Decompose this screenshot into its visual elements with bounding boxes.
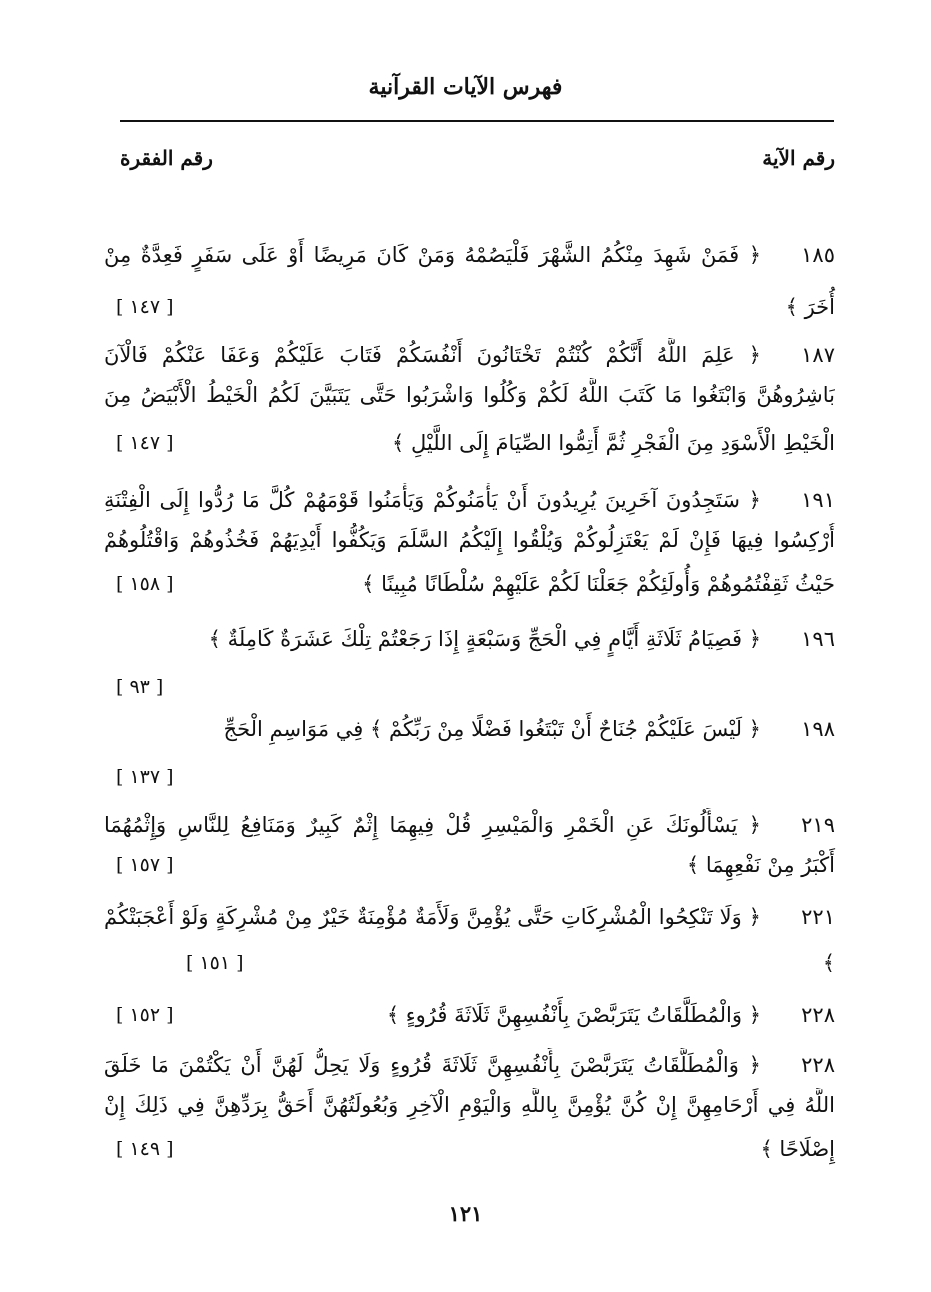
entry-line: بَاشِرُوهُنَّ وَابْتَغُوا مَا كَتَبَ اللَّهُ لَكُمْ وَكُلُوا وَاشْرَبُوا حَتَّى يَتَبَيَّنَ لَكُمُ الْخَيْطُ الْأَبْيَضُ مِنَ: [104, 383, 835, 407]
page-number: ١٢١: [448, 1201, 483, 1226]
verse-number: ١٨٧: [801, 343, 835, 367]
verse-number: ٢٢٨: [801, 1053, 835, 1077]
verse-text: ﴿ عَلِمَ اللَّهُ أَنَّكُمْ كُنْتُمْ تَخْتَانُونَ أَنْفُسَكُمْ فَتَابَ عَلَيْكُمْ وَعَفَا عَنْكُمْ فَالْآنَ: [104, 343, 761, 367]
entry-line: [104, 1048, 835, 1082]
entry-line: إِصْلَاحًا ﴾: [760, 1137, 835, 1161]
entry-line: أَكْبَرُ مِنْ نَفْعِهِمَا ﴾: [686, 853, 835, 877]
verse-number: ١٩٨: [801, 717, 835, 741]
verse-text: ﴿ وَلَا تَنْكِحُوا الْمُشْرِكَاتِ حَتَّى يُؤْمِنَّ وَلَأَمَةٌ مُؤْمِنَةٌ خَيْرٌ مِنْ مُشْرِكَةٍ وَلَوْ أَعْجَبَتْكُمْ: [104, 905, 761, 929]
entry-line: [104, 900, 835, 934]
entry-line: [104, 483, 835, 517]
entry-line: [104, 808, 835, 842]
paragraph-ref: [ ٩٣ ]: [116, 676, 164, 698]
verse-text: ﴿ فَمَنْ شَهِدَ مِنْكُمُ الشَّهْرَ فَلْيَصُمْهُ وَمَنْ كَانَ مَرِيضًا أَوْ عَلَى سَفَرٍ فَعِدَّةٌ مِنْ: [104, 243, 761, 267]
entry-line: [104, 338, 835, 372]
verse-text: ﴿ وَالْمُطَلَّقَاتُ يَتَرَبَّصْنَ بِأَنْفُسِهِنَّ ثَلَاثَةَ قُرُوءٍ ﴾: [386, 1003, 761, 1027]
verse-number: ٢٢٨: [801, 1003, 835, 1027]
header-rule: [120, 120, 834, 122]
entry-line: [224, 712, 835, 746]
entry-line: أُرْكِسُوا فِيهَا فَإِنْ لَمْ يَعْتَزِلُوكُمْ وَيُلْقُوا إِلَيْكُمُ السَّلَمَ وَيَكُفُّوا أَيْدِيَهُمْ فَخُذُوهُمْ وَاقْتُلُوهُمْ: [104, 528, 835, 552]
verse-text: ﴿ فَصِيَامُ ثَلَاثَةِ أَيَّامٍ فِي الْحَجِّ وَسَبْعَةٍ إِذَا رَجَعْتُمْ تِلْكَ عَشَرَةٌ كَامِلَةٌ ﴾: [208, 627, 761, 651]
entry-line: [209, 622, 835, 656]
column-heading-verse-number: رقم الآية: [762, 146, 835, 170]
entry-line: [104, 238, 835, 272]
paragraph-ref: [ ١٤٧ ]: [116, 296, 174, 318]
verse-text: ﴿ يَسْأَلُونَكَ عَنِ الْخَمْرِ وَالْمَيْسِرِ قُلْ فِيهِمَا إِثْمٌ كَبِيرٌ وَمَنَافِعُ لِلنَّاسِ وَإِثْمُهُمَا: [104, 813, 761, 837]
paragraph-ref: [ ١٤٩ ]: [116, 1138, 174, 1160]
paragraph-ref: [ ١٥١ ]: [186, 952, 244, 974]
verse-text: ﴿ سَتَجِدُونَ آخَرِينَ يُرِيدُونَ أَنْ يَأْمَنُوكُمْ وَيَأْمَنُوا قَوْمَهُمْ كُلَّ مَا رُدُّوا إِلَى الْفِتْنَةِ: [104, 488, 761, 512]
entry-line: حَيْثُ ثَقِفْتُمُوهُمْ وَأُولَئِكُمْ جَعَلْنَا لَكُمْ عَلَيْهِمْ سُلْطَانًا مُبِينًا ﴾: [362, 572, 835, 596]
verse-number: ١٨٥: [801, 243, 835, 267]
paragraph-ref: [ ١٥٧ ]: [116, 854, 174, 876]
verse-text: ﴿ لَيْسَ عَلَيْكُمْ جُنَاحٌ أَنْ تَبْتَغُوا فَضْلًا مِنْ رَبِّكُمْ ﴾ فِي مَوَاسِمِ الْحَجِّ: [223, 717, 761, 741]
entry-line: الْخَيْطِ الْأَسْوَدِ مِنَ الْفَجْرِ ثُمَّ أَتِمُّوا الصِّيَامَ إِلَى اللَّيْلِ ﴾: [392, 431, 835, 455]
paragraph-ref: [ ١٣٧ ]: [116, 766, 174, 788]
entry-line: أُخَرَ ﴾: [785, 295, 835, 319]
page-title: فهرس الآيات القرآنية: [368, 74, 563, 100]
column-heading-paragraph-number: رقم الفقرة: [120, 146, 213, 170]
verse-number: ٢١٩: [801, 813, 835, 837]
paragraph-ref: [ ١٥٨ ]: [116, 573, 174, 595]
paragraph-ref: [ ١٥٢ ]: [116, 1004, 174, 1026]
paragraph-ref: [ ١٤٧ ]: [116, 432, 174, 454]
entry-line: [387, 998, 835, 1032]
verse-text: ﴿ وَالْمُطَلَّقَاتُ يَتَرَبَّصْنَ بِأَنْفُسِهِنَّ ثَلَاثَةَ قُرُوءٍ وَلَا يَحِلُّ لَهُنَّ أَنْ يَكْتُمْنَ مَا خَلَقَ: [104, 1053, 761, 1077]
verse-number: ٢٢١: [801, 905, 835, 929]
entry-line: اللَّهُ فِي أَرْحَامِهِنَّ إِنْ كُنَّ يُؤْمِنَّ بِاللَّهِ وَالْيَوْمِ الْآخِرِ وَبُعُولَتُهُنَّ أَحَقُّ بِرَدِّهِنَّ فِي ذَلِكَ إِنْ: [104, 1093, 835, 1117]
entry-line: ﴾: [822, 951, 835, 975]
verse-number: ١٩١: [801, 488, 835, 512]
verse-number: ١٩٦: [801, 627, 835, 651]
